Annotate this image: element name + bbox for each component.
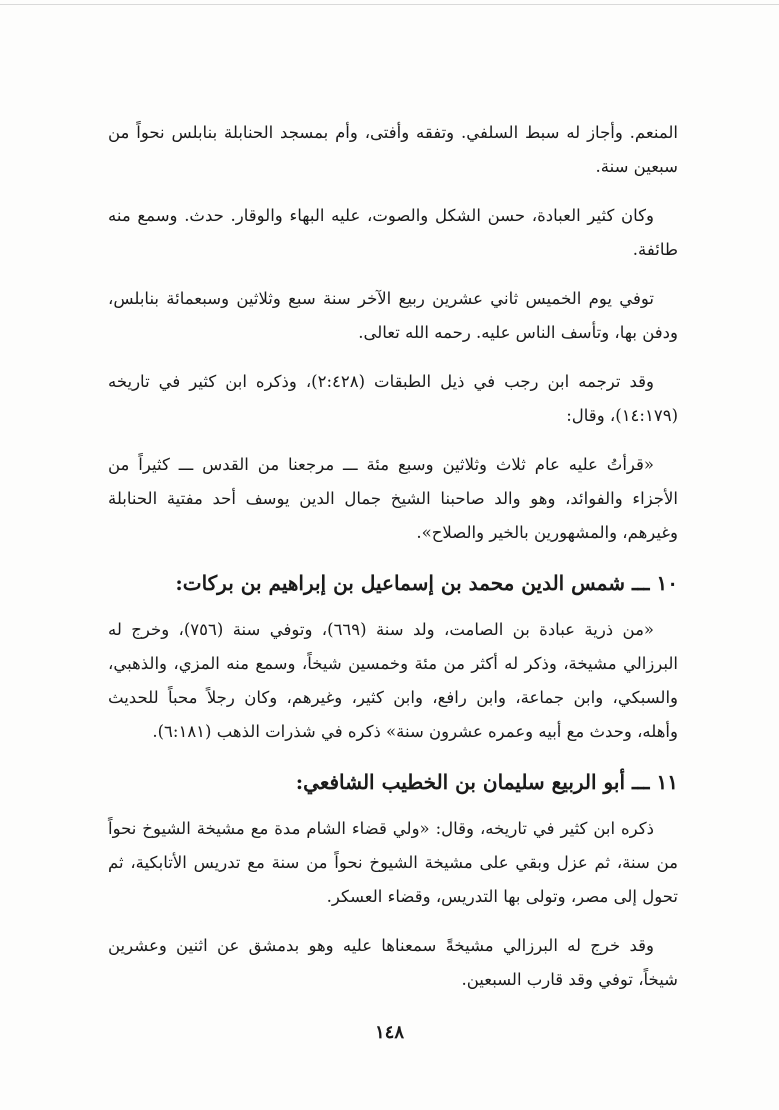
page-number: ١٤٨ [374, 1022, 404, 1043]
page-top-rule [0, 4, 779, 5]
paragraph-quote-ibn-kathir: «قرأتُ عليه عام ثلاث وثلاثين وسبع مئة ـــ مرجعنا من القدس ـــ كثيراً من الأجزاء والفوائد، وهو والد صاحبنا الشيخ جمال الدين يوسف أحد مفتية الحنابلة وغيرهم، والمشهورين بالخير والصلاح». [108, 455, 678, 542]
paragraph-character: وكان كثير العبادة، حسن الشكل والصوت، عليه البهاء والوقار. حدث. وسمع منه طائفة. [108, 206, 678, 259]
paragraph-death: توفي يوم الخميس ثاني عشرين ربيع الآخر سنة سبع وثلاثين وسبعمائة بنابلس، ودفن بها، وتأسف الناس عليه. رحمه الله تعالى. [108, 289, 678, 342]
paragraph-entry-11: ذكره ابن كثير في تاريخه، وقال: «ولي قضاء الشام مدة مع مشيخة الشيوخ نحواً من سنة، ثم عزل وبقي على مشيخة الشيوخ نحواً من سنة مع تدريس الأتابكية، ثم تحول إلى مصر، وتولى بها التدريس، وقضاء العسكر. [108, 819, 678, 906]
paragraph-entry-10: «من ذرية عبادة بن الصامت، ولد سنة (٦٦٩)، وتوفي سنة (٧٥٦)، وخرج له البرزالي مشيخة، وذكر له أكثر من مئة وخمسين شيخاً، وسمع منه المزي، والذهبي، والسبكي، وابن جماعة، وابن رافع، وابن كثير، وغيرهم، وكان رجلاً محباً للحديث وأهله، وحدث مع أبيه وعمره عشرون سنة» ذكره في شذرات الذهب (٦:١٨١). [108, 620, 678, 741]
paragraph-sources: وقد ترجمه ابن رجب في ذيل الطبقات (٢:٤٢٨)، وذكره ابن كثير في تاريخه (١٤:١٧٩)، وقال: [108, 372, 678, 425]
entry-heading-10: ١٠ ـــ شمس الدين محمد بن إسماعيل بن إبراهيم بن بركات: [175, 571, 678, 595]
paragraph-continuation: المنعم. وأجاز له سبط السلفي. وتفقه وأفتى، وأم بمسجد الحنابلة بنابلس نحواً من سبعين سنة. [108, 123, 678, 176]
page-body [108, 116, 678, 1012]
entry-heading-11: ١١ ـــ أبو الربيع سليمان بن الخطيب الشافعي: [295, 770, 678, 794]
paragraph-entry-11-mashyakha: وقد خرج له البرزالي مشيخةً سمعناها عليه وهو بدمشق عن اثنين وعشرين شيخاً، توفي وقد قارب السبعين. [108, 936, 678, 989]
